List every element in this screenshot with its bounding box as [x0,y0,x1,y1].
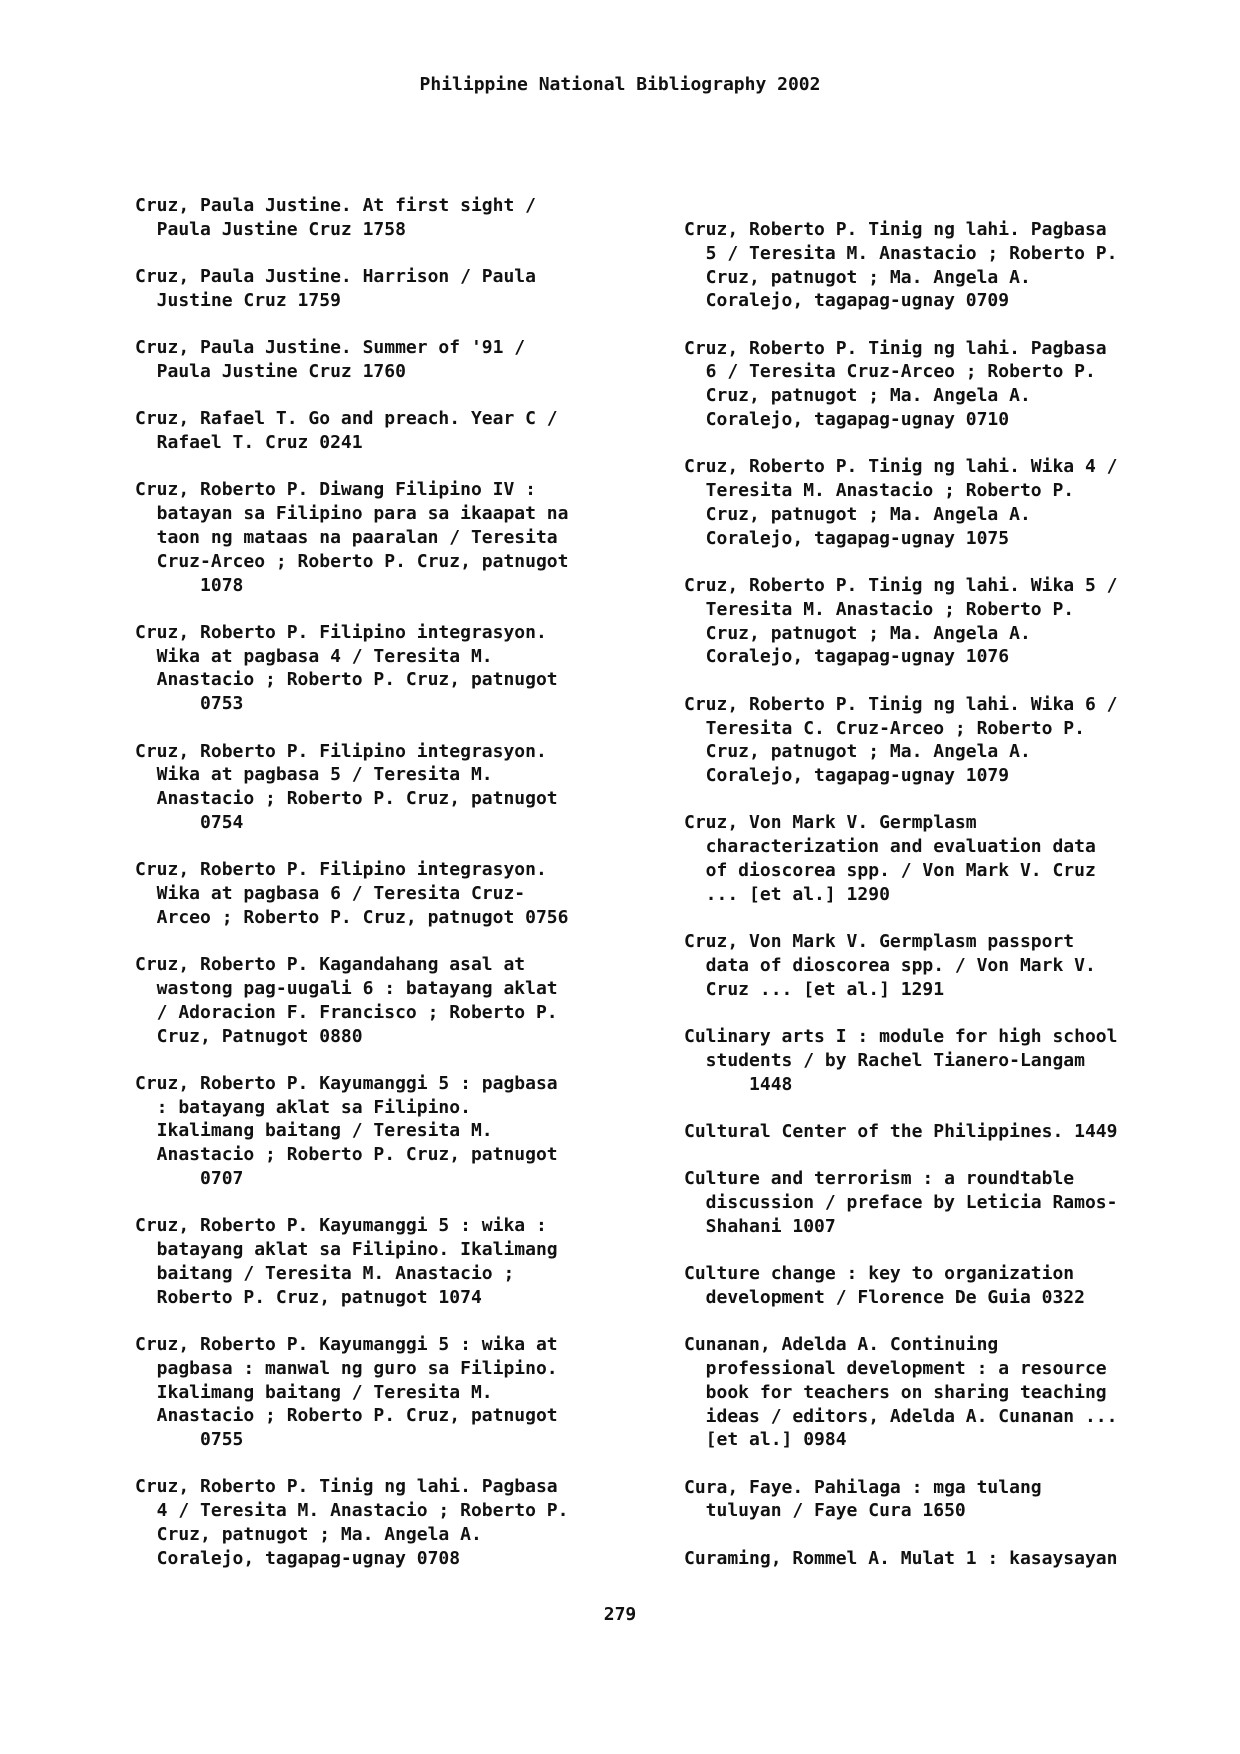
entry-line: Wika at pagbasa 5 / Teresita M. [135,764,493,786]
entry-line: 1448 [684,1073,793,1095]
entry-line: Cruz, Roberto P. Kayumanggi 5 : wika at [135,1333,558,1355]
entry-line: data of dioscorea spp. / Von Mark V. [684,954,1096,976]
entry-line: wastong pag-uugali 6 : batayang aklat [135,977,558,999]
entry-line: Curaming, Rommel A. Mulat 1 : kasaysayan [684,1547,1118,1569]
entry-line: 4 / Teresita M. Anastacio ; Roberto P. [135,1500,569,1522]
entry-line: Culture and terrorism : a roundtable [684,1168,1075,1190]
entry-line: Cruz, Roberto P. Filipino integrasyon. [135,621,547,643]
entry-line: Cruz, Paula Justine. Summer of '91 / [135,337,526,359]
entry-line: Coralejo, tagapag-ugnay 1079 [684,765,1010,787]
entry-line: Cruz, Roberto P. Tinig ng lahi. Wika 6 / [684,693,1118,715]
bibliography-entry [135,621,625,716]
bibliography-entry [684,1167,1204,1238]
entry-line: characterization and evaluation data [684,836,1096,858]
entry-line: Cruz, Roberto P. Kagandahang asal at [135,954,526,976]
entry-line: : batayang aklat sa Filipino. [135,1096,471,1118]
entry-line: Ikalimang baitang / Teresita M. [135,1120,493,1142]
entry-line: Cruz-Arceo ; Roberto P. Cruz, patnugot [135,550,569,572]
page-number: 279 [603,1604,637,1625]
entry-line: Cruz, Von Mark V. Germplasm [684,812,977,834]
entry-line: Cruz, Paula Justine. Harrison / Paula [135,266,536,288]
bibliography-entry [135,478,625,597]
entry-line: Cruz, Paula Justine. At first sight / [135,195,536,216]
entry-line: Wika at pagbasa 6 / Teresita Cruz- [135,883,526,905]
bibliography-entry [684,337,1204,432]
entry-line: [et al.] 0984 [684,1429,847,1451]
entry-line: Anastacio ; Roberto P. Cruz, patnugot [135,788,558,810]
entry-line: students / by Rachel Tianero-Langam [684,1049,1085,1071]
bibliography-entry [135,265,625,313]
entry-line: ... [et al.] 1290 [684,883,890,905]
entry-line: Cruz, Roberto P. Tinig ng lahi. Wika 5 / [684,575,1118,597]
entry-line: Cruz, patnugot ; Ma. Angela A. [684,741,1031,763]
entry-line: professional development : a resource [684,1357,1107,1379]
entry-line: Cultural Center of the Philippines. 1449 [684,1120,1118,1142]
bibliography-entry [135,1072,625,1191]
entry-line: Coralejo, tagapag-ugnay 0710 [684,409,1010,431]
entry-line: Culinary arts I : module for high school [684,1026,1118,1048]
bibliography-entry [135,1475,625,1570]
bibliography-entry [684,1333,1204,1452]
entry-line: baitang / Teresita M. Anastacio ; [135,1262,515,1284]
entry-line: Shahani 1007 [684,1215,836,1237]
entry-line: Teresita M. Anastacio ; Roberto P. [684,480,1075,502]
bibliography-entry [684,218,1204,313]
bibliography-entry [684,930,1204,1001]
entry-line: 0707 [135,1168,244,1189]
bibliography-entry [684,811,1204,906]
entry-line: Coralejo, tagapag-ugnay 0709 [684,290,1010,312]
entry-line: tuluyan / Faye Cura 1650 [684,1500,966,1522]
entry-line: ideas / editors, Adelda A. Cunanan ... [684,1405,1118,1427]
bibliography-entry [684,1547,1204,1571]
bibliography-entry [135,407,625,455]
entry-line: 1078 [135,574,244,596]
entry-line: Teresita C. Cruz-Arceo ; Roberto P. [684,717,1085,739]
entry-line: Cruz, Roberto P. Tinig ng lahi. Pagbasa [684,337,1107,359]
entry-line: batayang aklat sa Filipino. Ikalimang [135,1239,558,1261]
entry-line: Cruz, Roberto P. Tinig ng lahi. Pagbasa [684,219,1107,240]
entry-line: Culture change : key to organization [684,1263,1075,1285]
entry-line: book for teachers on sharing teaching [684,1381,1107,1403]
bibliography-entry [684,1476,1204,1524]
bibliography-entry [684,1120,1204,1144]
bibliography-entry [684,693,1204,788]
entry-line: Justine Cruz 1759 [135,289,341,311]
entry-line: Arceo ; Roberto P. Cruz, patnugot 0756 [135,906,569,928]
bibliography-entry [684,1262,1204,1310]
entry-line: Rafael T. Cruz 0241 [135,432,363,454]
entry-line: Cruz, patnugot ; Ma. Angela A. [684,266,1031,288]
entry-line: Cunanan, Adelda A. Continuing [684,1334,999,1356]
entry-line: Paula Justine Cruz 1758 [135,218,406,240]
entry-line: Cruz, Rafael T. Go and preach. Year C / [135,408,558,430]
entry-line: Cruz, Roberto P. Tinig ng lahi. Wika 4 / [684,456,1118,478]
bibliography-entry [135,953,625,1048]
entry-line: development / Florence De Guia 0322 [684,1286,1085,1308]
entry-line: 5 / Teresita M. Anastacio ; Roberto P. [684,242,1118,264]
entry-line: Anastacio ; Roberto P. Cruz, patnugot [135,1405,558,1427]
entry-line: Cruz, Roberto P. Kayumanggi 5 : pagbasa [135,1072,558,1094]
entry-line: Cruz, Roberto P. Filipino integrasyon. [135,859,547,881]
right-column [684,218,1204,1594]
entry-line: Ikalimang baitang / Teresita M. [135,1381,493,1403]
entry-line: Cruz, Roberto P. Filipino integrasyon. [135,740,547,762]
entry-line: 6 / Teresita Cruz-Arceo ; Roberto P. [684,361,1096,383]
entry-line: batayan sa Filipino para sa ikaapat na [135,503,569,525]
entry-line: Paula Justine Cruz 1760 [135,360,406,382]
entry-line: 0755 [135,1429,244,1451]
entry-line: Wika at pagbasa 4 / Teresita M. [135,645,493,667]
entry-line: Cruz, Patnugot 0880 [135,1025,363,1047]
bibliography-entry [135,740,625,835]
entry-line: Cura, Faye. Pahilaga : mga tulang [684,1476,1042,1498]
running-header: Philippine National Bibliography 2002 [419,74,821,95]
entry-line: Cruz, patnugot ; Ma. Angela A. [684,385,1031,407]
bibliography-entry [684,455,1204,550]
entry-line: Cruz, Von Mark V. Germplasm passport [684,931,1075,953]
entry-line: pagbasa : manwal ng guro sa Filipino. [135,1357,558,1379]
bibliography-entry [684,1025,1204,1096]
entry-line: Cruz ... [et al.] 1291 [684,978,945,1000]
entry-line: 0754 [135,811,244,833]
entry-line: taon ng mataas na paaralan / Teresita [135,526,558,548]
entry-line: Cruz, patnugot ; Ma. Angela A. [684,503,1031,525]
bibliography-entry [135,194,625,242]
entry-line: Cruz, Roberto P. Tinig ng lahi. Pagbasa [135,1476,558,1498]
entry-line: Coralejo, tagapag-ugnay 1075 [684,527,1010,549]
left-column [135,194,625,1594]
bibliography-entry [684,574,1204,669]
bibliography-entry [135,1214,625,1309]
bibliography-entry [135,858,625,929]
entry-line: Coralejo, tagapag-ugnay 0708 [135,1547,461,1569]
entry-line: / Adoracion F. Francisco ; Roberto P. [135,1001,558,1023]
entry-line: Anastacio ; Roberto P. Cruz, patnugot [135,1144,558,1166]
entry-line: discussion / preface by Leticia Ramos- [684,1192,1118,1213]
entry-line: Teresita M. Anastacio ; Roberto P. [684,598,1075,620]
bibliography-entry [135,336,625,384]
entry-line: Coralejo, tagapag-ugnay 1076 [684,646,1010,668]
entry-line: Cruz, patnugot ; Ma. Angela A. [684,622,1031,644]
entry-line: Cruz, patnugot ; Ma. Angela A. [135,1524,482,1546]
entry-line: of dioscorea spp. / Von Mark V. Cruz [684,860,1096,882]
bibliography-entry [135,1333,625,1452]
entry-line: Cruz, Roberto P. Kayumanggi 5 : wika : [135,1215,547,1237]
entry-line: 0753 [135,693,244,715]
entry-line: Anastacio ; Roberto P. Cruz, patnugot [135,669,558,691]
entry-line: Cruz, Roberto P. Diwang Filipino IV : [135,479,536,501]
entry-line: Roberto P. Cruz, patnugot 1074 [135,1286,482,1308]
